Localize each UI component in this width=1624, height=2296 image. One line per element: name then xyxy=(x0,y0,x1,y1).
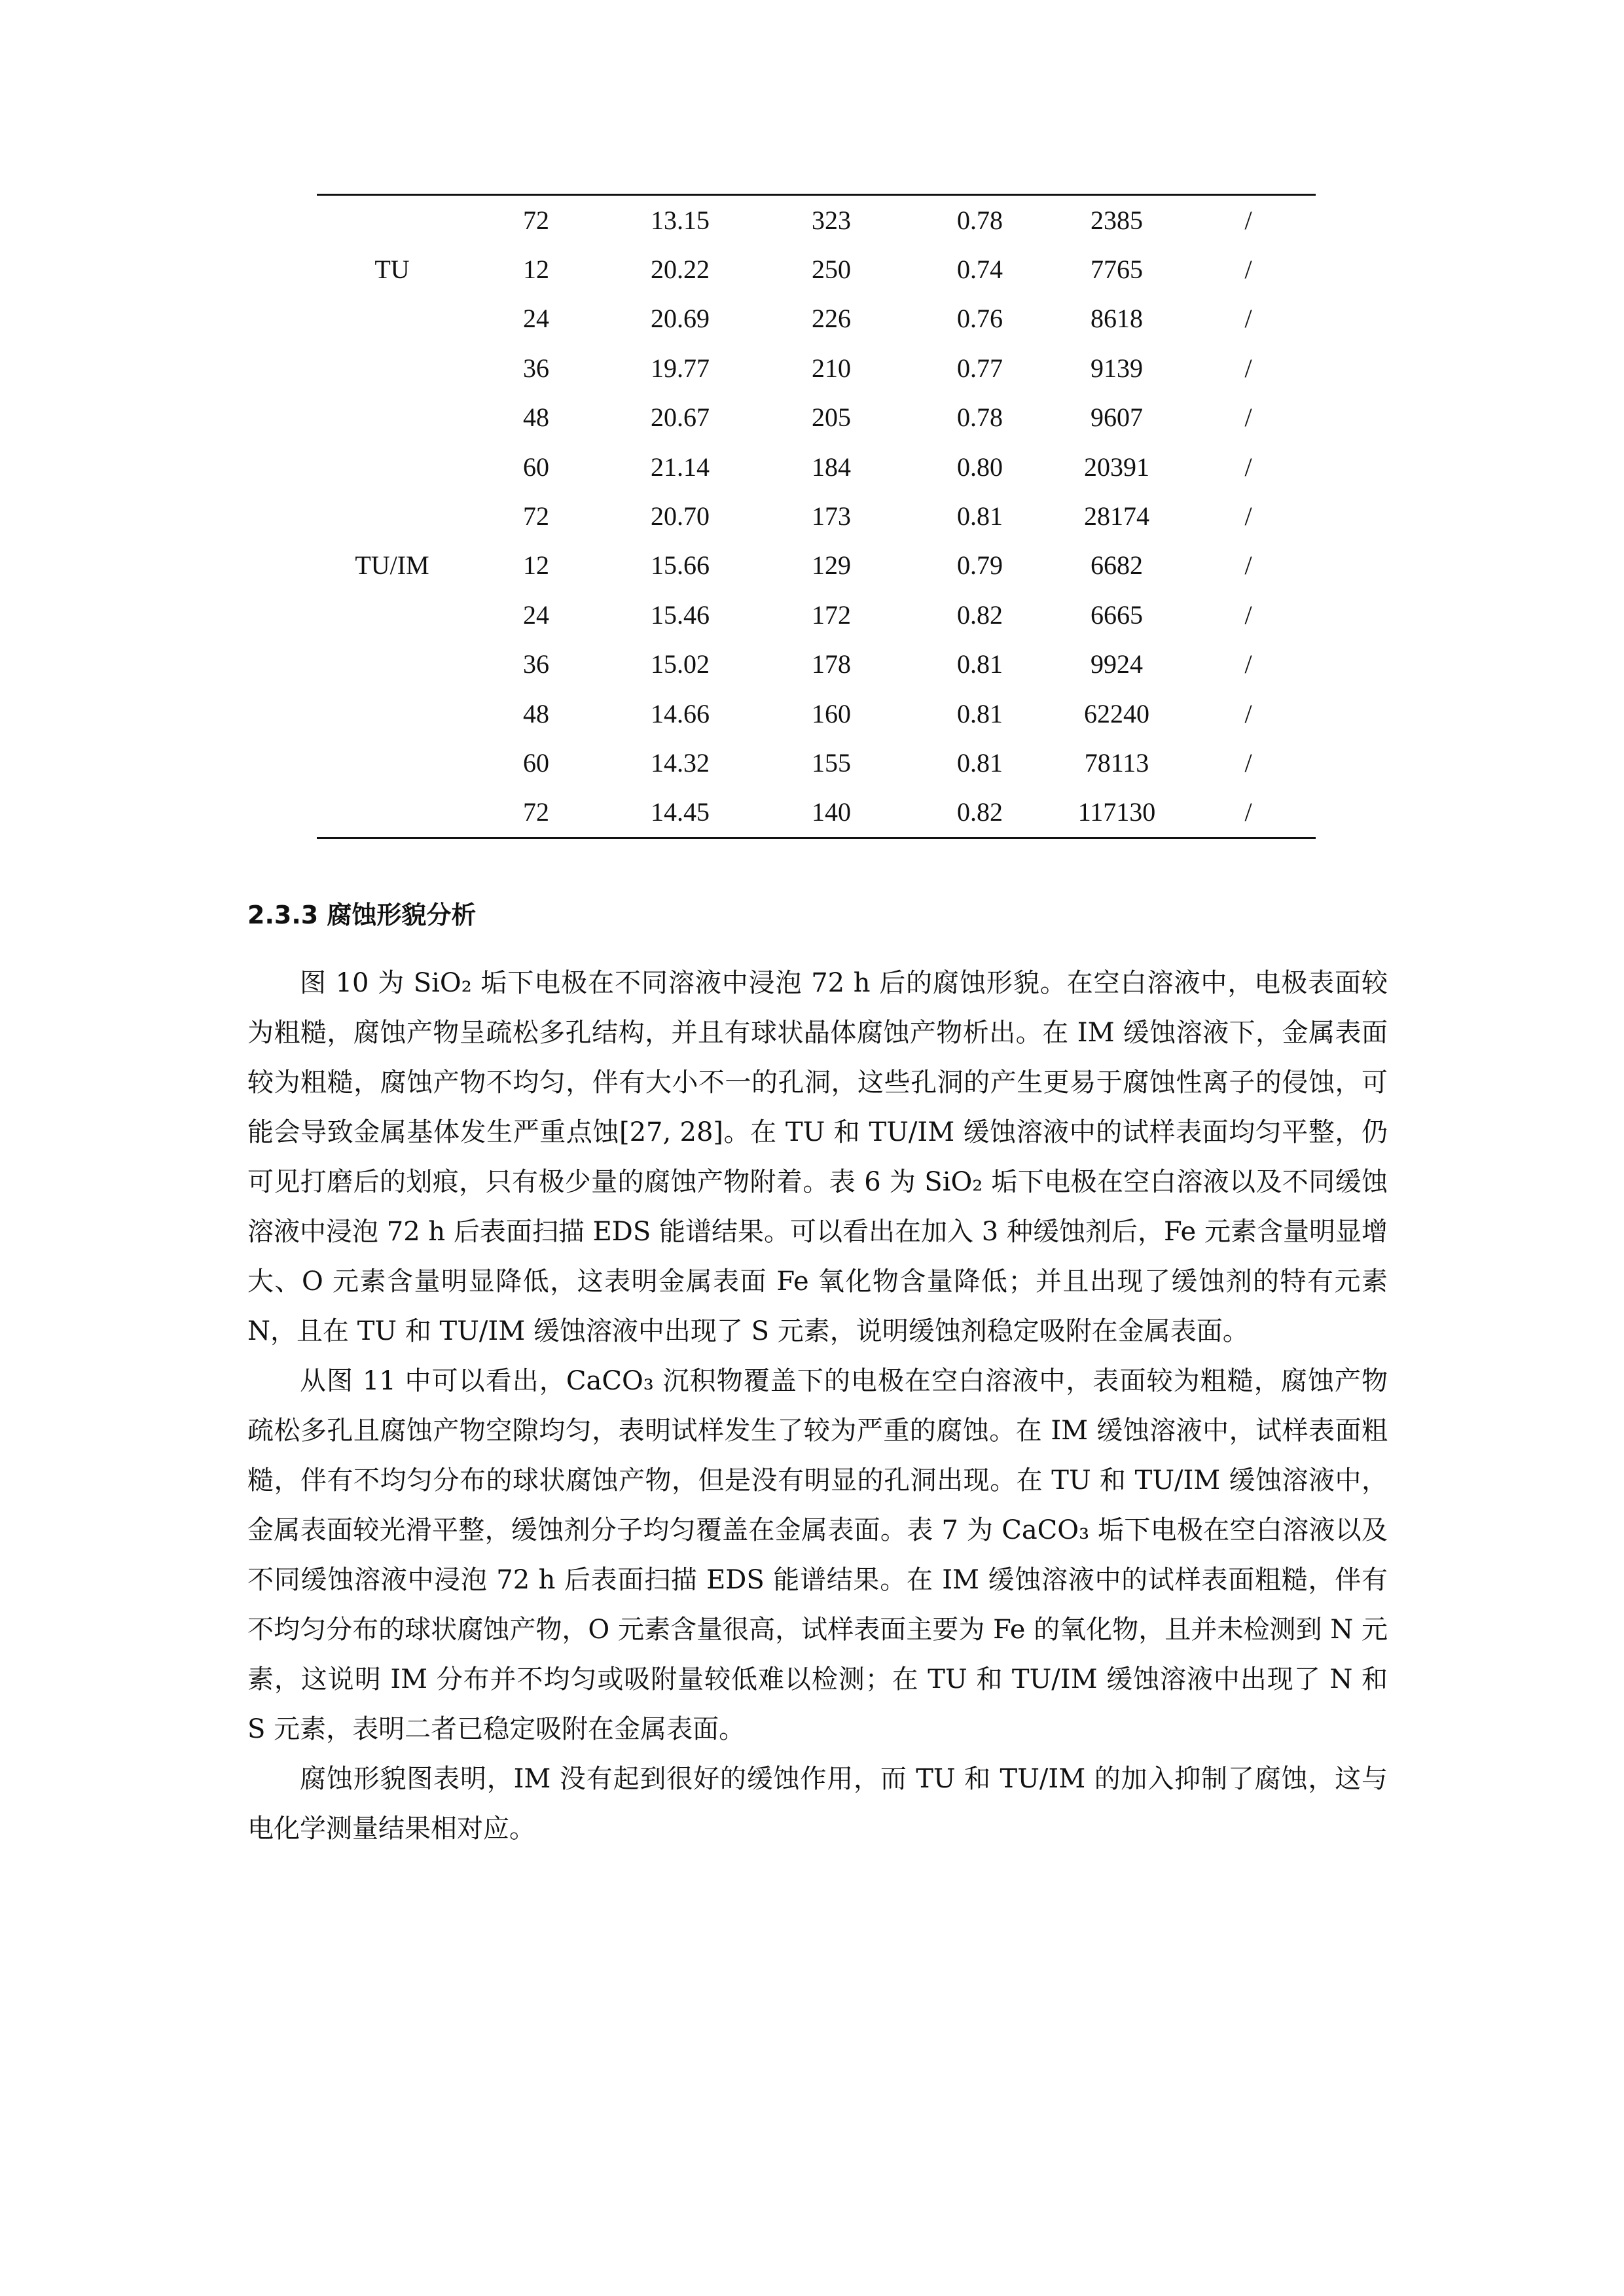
table-cell: / xyxy=(1244,353,1252,383)
table-cell: / xyxy=(1244,600,1252,630)
table-cell: 250 xyxy=(812,255,851,285)
table-cell: 205 xyxy=(812,403,851,433)
table-cell: 62240 xyxy=(1084,698,1149,728)
table-cell xyxy=(317,640,467,689)
table-cell: 21.14 xyxy=(651,452,710,482)
table-cell xyxy=(317,442,467,492)
table-cell: 129 xyxy=(812,550,851,581)
table-row xyxy=(317,640,1316,689)
table-cell: 48 xyxy=(523,698,549,728)
table-cell: / xyxy=(1244,255,1252,285)
table-cell: 7765 xyxy=(1091,255,1143,285)
table-cell: 15.02 xyxy=(651,649,710,679)
table-cell: TU/IM xyxy=(355,550,429,581)
table-cell: 0.76 xyxy=(957,304,1003,334)
table-cell: / xyxy=(1244,501,1252,531)
table-cell: 12 xyxy=(523,255,549,285)
table-cell: 0.74 xyxy=(957,255,1003,285)
data-table xyxy=(317,196,1316,837)
table-cell: 20.67 xyxy=(651,403,710,433)
table-cell: 20.70 xyxy=(651,501,710,531)
table-cell: 20.69 xyxy=(651,304,710,334)
table-cell: 13.15 xyxy=(651,205,710,235)
table-cell xyxy=(317,788,467,837)
table-cell: 155 xyxy=(812,747,851,778)
table-cell: / xyxy=(1244,452,1252,482)
table-cell: 0.82 xyxy=(957,797,1003,827)
table-row xyxy=(317,590,1316,639)
table-row xyxy=(317,689,1316,738)
table-cell: / xyxy=(1244,698,1252,728)
table-cell: 0.81 xyxy=(957,747,1003,778)
table-cell xyxy=(317,492,467,541)
table-cell: 72 xyxy=(523,501,549,531)
table-cell: 210 xyxy=(812,353,851,383)
table-row xyxy=(317,492,1316,541)
table-cell: / xyxy=(1244,304,1252,334)
paragraph: 腐蚀形貌图表明，IM 没有起到很好的缓蚀作用，而 TU 和 TU/IM 的加入抑制了腐蚀，这与电化学测量结果相对应。 xyxy=(247,1763,1388,1844)
table-cell: / xyxy=(1244,747,1252,778)
table-row xyxy=(317,541,1316,590)
table-cell: 172 xyxy=(812,600,851,630)
table-cell: 6682 xyxy=(1091,550,1143,581)
table-cell: / xyxy=(1244,550,1252,581)
table-cell xyxy=(317,393,467,442)
table-cell: 20391 xyxy=(1084,452,1149,482)
table-cell: 20.22 xyxy=(651,255,710,285)
table-cell: 117130 xyxy=(1077,797,1156,827)
table-cell: 14.32 xyxy=(651,747,710,778)
table-row xyxy=(317,738,1316,787)
table-cell: 0.79 xyxy=(957,550,1003,581)
table-cell: 0.81 xyxy=(957,649,1003,679)
table-cell: 2385 xyxy=(1091,205,1143,235)
table-cell: 0.80 xyxy=(957,452,1003,482)
table-cell: 0.77 xyxy=(957,353,1003,383)
table-cell: 9139 xyxy=(1091,353,1143,383)
table-cell: 6665 xyxy=(1091,600,1143,630)
table-cell: 60 xyxy=(523,452,549,482)
table-row xyxy=(317,295,1316,344)
data-table-container xyxy=(317,194,1316,839)
table-cell: 48 xyxy=(523,403,549,433)
table-cell: 19.77 xyxy=(651,353,710,383)
table-cell xyxy=(317,196,467,245)
table-cell: 160 xyxy=(812,698,851,728)
table-row xyxy=(317,393,1316,442)
paragraph: 图 10 为 SiO₂ 垢下电极在不同溶液中浸泡 72 h 后的腐蚀形貌。在空白溶液中，电极表面较为粗糙，腐蚀产物呈疏松多孔结构，并且有球状晶体腐蚀产物析出。在 IM 缓蚀溶液下，金属表面较为粗糙，腐蚀产物不均匀，伴有大小不一的孔洞，这些孔洞的产生更易于腐蚀性离子的侵蚀，可能会导致金属基体发生严重点蚀[27, 28]。在 TU 和 TU/IM 缓蚀溶液中的试样表面均匀平整，仍可见打磨后的划痕，只有极少量的腐蚀产物附着。表 6 为 SiO₂ 垢下电极在空白溶液以及不同缓蚀溶液中浸泡 72 h 后表面扫描 EDS 能谱结果。可以看出在加入 3 种缓蚀剂后，Fe 元素含量明显增大、O 元素含量明显降低，这表明金属表面 Fe 氧化物含量降低；并且出现了缓蚀剂的特有元素 N，且在 TU 和 TU/IM 缓蚀溶液中出现了 S 元素，说明缓蚀剂稳定吸附在金属表面。 xyxy=(247,967,1388,1346)
table-cell: 226 xyxy=(812,304,851,334)
section-2-3-3 xyxy=(247,901,1388,1854)
section-heading: 2.3.3 腐蚀形貌分析 xyxy=(247,901,477,929)
table-cell: 24 xyxy=(523,304,549,334)
table-cell: 14.66 xyxy=(651,698,710,728)
table-cell: 0.78 xyxy=(957,403,1003,433)
table-row xyxy=(317,788,1316,837)
table-cell: / xyxy=(1244,797,1252,827)
table-row xyxy=(317,196,1316,245)
table-cell: 72 xyxy=(523,205,549,235)
table-cell: 9607 xyxy=(1091,403,1143,433)
table-cell: 178 xyxy=(812,649,851,679)
table-cell: 8618 xyxy=(1091,304,1143,334)
table-cell: 78113 xyxy=(1084,747,1149,778)
table-row xyxy=(317,344,1316,393)
table-cell xyxy=(317,689,467,738)
table-cell xyxy=(317,295,467,344)
table-cell: 15.66 xyxy=(651,550,710,581)
table-cell: 9924 xyxy=(1091,649,1143,679)
table-cell: TU xyxy=(374,255,410,285)
table-cell: 184 xyxy=(812,452,851,482)
table-cell: 24 xyxy=(523,600,549,630)
table-cell: 36 xyxy=(523,649,549,679)
paragraph: 从图 11 中可以看出，CaCO₃ 沉积物覆盖下的电极在空白溶液中，表面较为粗糙，腐蚀产物疏松多孔且腐蚀产物空隙均匀，表明试样发生了较为严重的腐蚀。在 IM 缓蚀溶液中，试样表面粗糙，伴有不均匀分布的球状腐蚀产物，但是没有明显的孔洞出现。在 TU 和 TU/IM 缓蚀溶液中，金属表面较光滑平整，缓蚀剂分子均匀覆盖在金属表面。表 7 为 CaCO₃ 垢下电极在空白溶液以及不同缓蚀溶液中浸泡 72 h 后表面扫描 EDS 能谱结果。在 IM 缓蚀溶液中的试样表面粗糙，伴有不均匀分布的球状腐蚀产物，O 元素含量很高，试样表面主要为 Fe 的氧化物，且并未检测到 N 元素，这说明 IM 分布并不均匀或吸附量较低难以检测；在 TU 和 TU/IM 缓蚀溶液中出现了 N 和 S 元素，表明二者已稳定吸附在金属表面。 xyxy=(247,1365,1388,1744)
table-cell: 140 xyxy=(812,797,851,827)
table-cell: 0.82 xyxy=(957,600,1003,630)
table-cell: 12 xyxy=(523,550,549,581)
table-cell: 36 xyxy=(523,353,549,383)
table-row xyxy=(317,442,1316,492)
table-cell: 0.78 xyxy=(957,205,1003,235)
table-cell: 72 xyxy=(523,797,549,827)
table-row xyxy=(317,245,1316,294)
table-cell: 14.45 xyxy=(651,797,710,827)
table-cell: 323 xyxy=(812,205,851,235)
table-cell xyxy=(317,344,467,393)
table-cell xyxy=(317,738,467,787)
table-body xyxy=(317,196,1316,837)
table-cell: 15.46 xyxy=(651,600,710,630)
table-cell xyxy=(317,590,467,639)
table-cell: 0.81 xyxy=(957,501,1003,531)
table-cell: / xyxy=(1244,649,1252,679)
table-cell: 173 xyxy=(812,501,851,531)
table-cell: 28174 xyxy=(1084,501,1149,531)
table-cell: 60 xyxy=(523,747,549,778)
table-cell: 0.81 xyxy=(957,698,1003,728)
table-cell: / xyxy=(1244,403,1252,433)
table-bottom-rule xyxy=(317,837,1316,839)
table-cell: / xyxy=(1244,205,1252,235)
